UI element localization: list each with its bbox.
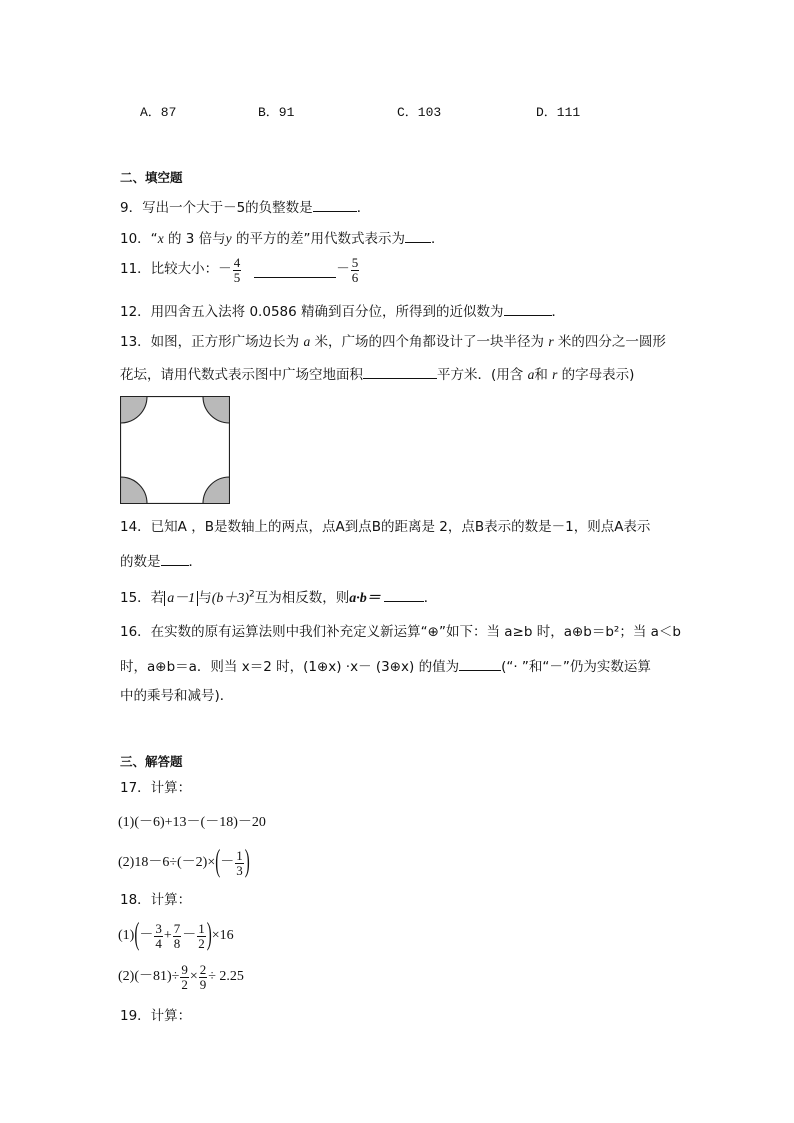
- question-17-part-2: [118, 845, 250, 879]
- q18-minus-2: －: [182, 928, 197, 944]
- q10-mid2: 的平方的差”用代数式表示为: [231, 231, 405, 247]
- left-paren: (: [134, 918, 140, 952]
- numerator: 9: [181, 962, 188, 977]
- q13-text-d: 花坛，请用代数式表示图中广场空地面积: [120, 367, 363, 383]
- numerator: 2: [199, 962, 207, 977]
- question-13-line-2: [120, 366, 634, 383]
- question-16-line-2: [120, 658, 651, 675]
- question-18-title: 18．计算：: [120, 892, 192, 908]
- question-18-part-1: [118, 918, 234, 952]
- q18-p2-tail: ÷ 2.25: [208, 969, 244, 985]
- option-a: A．87: [140, 105, 177, 120]
- q15-suffix: ．: [423, 590, 438, 606]
- q16-text-b: (“· ”和“－”仍为实数运算: [501, 659, 651, 675]
- q18-p2-fraction-2: [199, 963, 208, 991]
- q18-fraction-3: [197, 922, 206, 950]
- q17-minus: －: [220, 855, 235, 871]
- denominator: 2: [181, 976, 188, 992]
- question-9: [120, 199, 370, 216]
- q10-var-x: x: [157, 231, 164, 246]
- q13-var-a-2: a: [527, 367, 535, 382]
- question-16-line-1: 16．在实数的原有运算法则中我们补充定义新运算“⊕”如下：当 a≥b 时，a⊕b＝b²；当 a＜b: [120, 624, 681, 640]
- q12-suffix: ．: [551, 304, 565, 320]
- denominator: 4: [155, 935, 162, 951]
- q11-f2-numerator: 5: [351, 255, 359, 270]
- q15-exponent: 2: [249, 589, 255, 600]
- q10-suffix: ．: [430, 231, 445, 247]
- q15-mid: 与: [198, 590, 212, 606]
- q15-paren-expr: (b＋3): [211, 591, 250, 606]
- q12-answer-blank: [504, 303, 552, 316]
- q15-product: a·b＝: [349, 591, 381, 606]
- q11-f1-numerator: 4: [233, 255, 241, 270]
- denominator: 9: [199, 976, 207, 992]
- right-paren: ): [244, 845, 250, 879]
- q18-p1-tail: ×16: [211, 928, 234, 944]
- q13-text-b: 米，广场的四个角都设计了一块半径为: [310, 334, 549, 350]
- q12-text: 12．用四舍五入法将 0.0586 精确到百分位，所得到的近似数为: [120, 304, 504, 320]
- q15-prefix: 15．若: [120, 590, 165, 606]
- option-c: C．103: [397, 105, 442, 120]
- q16-answer-blank: [459, 658, 501, 671]
- q18-fraction-1: [154, 922, 163, 950]
- q11-fraction-2: [351, 256, 360, 284]
- q13-text-a: 13．如图，正方形广场边长为: [120, 334, 304, 350]
- q15-mid2: 互为相反数，则: [254, 590, 350, 606]
- question-14-line-2: [120, 553, 202, 570]
- q14-text: 的数是: [120, 554, 161, 570]
- option-d: D．111: [536, 105, 581, 120]
- denominator: 2: [198, 935, 205, 951]
- q17-fraction: [235, 849, 244, 877]
- square-plaza-figure: [120, 396, 230, 504]
- denominator: 8: [173, 935, 181, 951]
- question-10: [120, 230, 444, 247]
- q10-answer-blank: [405, 230, 431, 243]
- numerator: 1: [198, 921, 205, 936]
- q11-answer-blank: [254, 263, 336, 278]
- q13-var-r-2: r: [552, 367, 558, 382]
- question-19-title: 19．计算：: [120, 1008, 192, 1024]
- question-18-part-2: [118, 963, 244, 991]
- q14-answer-blank: [161, 553, 189, 566]
- question-16-line-3: 中的乘号和减号)．: [120, 688, 234, 704]
- numerator: 3: [155, 921, 162, 936]
- q13-text-f: 和: [534, 367, 553, 383]
- q17-numerator: 1: [236, 848, 243, 863]
- q13-text-g: 的字母表示): [557, 367, 635, 383]
- q14-suffix: ．: [188, 554, 202, 570]
- q16-text-a: 时，a⊕b＝a．则当 x＝2 时，(1⊕x) ·x－ (3⊕x) 的值为: [120, 659, 460, 675]
- q13-var-a: a: [303, 334, 311, 349]
- q11-fraction-1: [233, 256, 242, 284]
- option-b: B．91: [258, 105, 295, 120]
- q18-p2-prefix: (2)(－81)÷: [118, 969, 180, 985]
- q18-p1-label: (1): [118, 928, 135, 944]
- q18-p2-fraction-1: [180, 963, 189, 991]
- q10-mid1: 的 3 倍与: [163, 231, 226, 247]
- q9-answer-blank: [313, 199, 357, 212]
- q11-f2-denominator: 6: [351, 269, 359, 285]
- q18-fraction-2: [173, 922, 182, 950]
- q13-text-c: 米的四分之一圆形: [553, 334, 666, 350]
- q10-prefix: 10．“: [120, 231, 158, 247]
- numerator: 7: [173, 921, 181, 936]
- question-13-line-1: [120, 335, 666, 350]
- q9-suffix: ．: [356, 200, 371, 216]
- question-14-line-1: 14．已知A ，B是数轴上的两点，点A到点B的距离是 2，点B表示的数是－1，则点A表示: [120, 519, 651, 535]
- q18-times: ×: [189, 969, 198, 985]
- q9-text: 9．写出一个大于－5的负整数是: [120, 200, 313, 216]
- question-17-title: 17．计算：: [120, 780, 192, 796]
- section-solve-title: 三、解答题: [120, 754, 183, 769]
- q17-denominator: 3: [236, 862, 243, 878]
- q18-minus: －: [139, 928, 154, 944]
- right-paren: ): [206, 918, 212, 952]
- q11-prefix: 11．比较大小：－: [120, 261, 232, 278]
- q11-f1-denominator: 5: [233, 269, 241, 285]
- q10-var-y: y: [225, 231, 232, 246]
- q13-var-r: r: [548, 334, 554, 349]
- left-paren: (: [215, 845, 221, 879]
- q18-plus: +: [163, 928, 172, 944]
- question-12: [120, 303, 565, 320]
- question-11: [120, 256, 360, 284]
- question-17-part-1: (1)(－6)+13－(－18)－20: [118, 815, 266, 830]
- q17-p2-prefix: (2)18－6÷(－2)×: [118, 855, 216, 871]
- question-15: [120, 589, 437, 606]
- q13-text-e: 平方米．(用含: [437, 367, 528, 383]
- q13-answer-blank: [363, 366, 437, 379]
- q11-minus: －: [336, 261, 350, 278]
- section-fill-in-title: 二、填空题: [120, 170, 183, 185]
- q15-answer-blank: [384, 589, 424, 602]
- q15-absolute-value: a－1: [164, 591, 198, 606]
